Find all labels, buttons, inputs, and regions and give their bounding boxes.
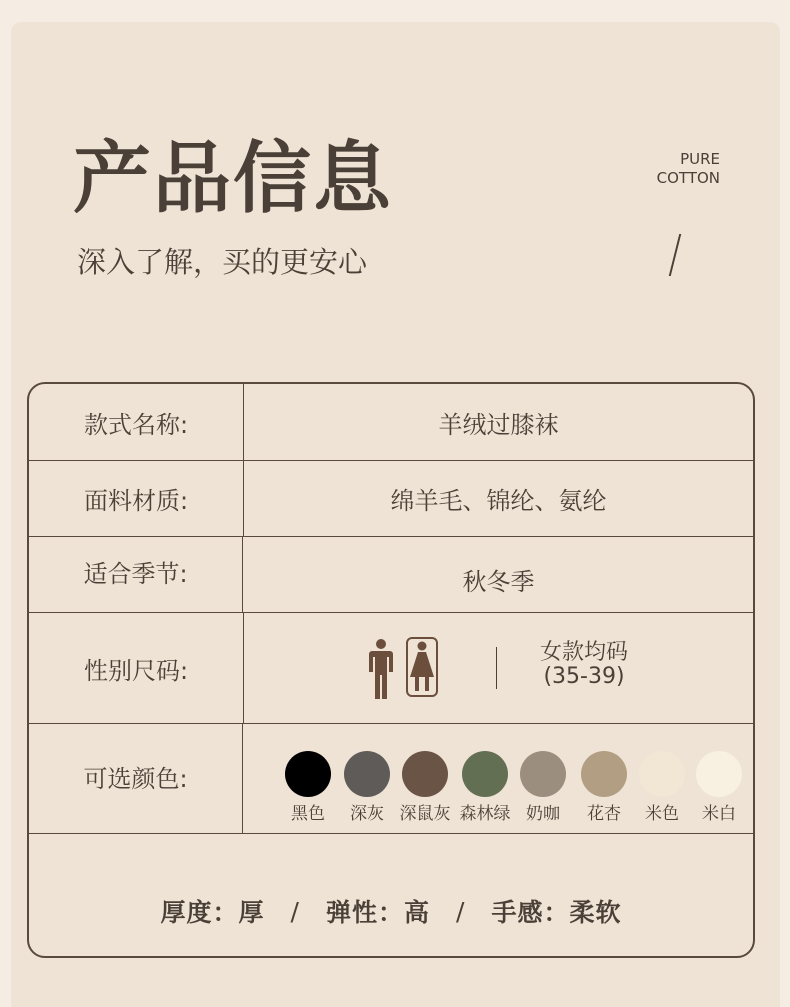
spec-value: 羊绒过膝袜 xyxy=(438,410,559,439)
spec-row-season xyxy=(29,537,753,613)
male-icon xyxy=(368,639,394,701)
color-dot xyxy=(696,751,742,797)
spec-value: 秋冬季 xyxy=(462,568,535,596)
spec-label: 适合季节: xyxy=(29,537,243,612)
color-name: 黑色 xyxy=(291,804,325,824)
spec-label: 款式名称: xyxy=(29,384,244,460)
property-item: 弹性：高 xyxy=(325,898,430,927)
color-name: 森林绿 xyxy=(459,804,511,824)
tag-line-1: PURE xyxy=(680,150,720,168)
color-name: 深灰 xyxy=(350,804,384,824)
color-swatch[interactable] xyxy=(512,751,574,824)
spec-label: 可选颜色: xyxy=(29,724,243,833)
property-separator: / xyxy=(456,896,466,926)
size-cell xyxy=(244,613,753,723)
color-dot xyxy=(581,751,627,797)
color-name: 米色 xyxy=(645,804,679,824)
color-dot xyxy=(285,751,331,797)
color-swatch[interactable] xyxy=(573,751,635,824)
color-name: 奶咖 xyxy=(526,804,560,824)
female-icon-frame xyxy=(406,637,438,697)
size-value-line-1: 女款均码 xyxy=(539,640,628,665)
spec-value: 绵羊毛、锦纶、氨纶 xyxy=(390,487,607,515)
size-value-line-2: (35-39) xyxy=(543,664,625,689)
color-dot xyxy=(520,751,566,797)
page-title: 产品信息 xyxy=(73,134,394,224)
pure-cotton-tag xyxy=(640,150,720,188)
color-swatch[interactable] xyxy=(454,751,516,824)
color-swatch[interactable] xyxy=(688,751,750,824)
property-separator: / xyxy=(290,896,300,926)
spec-row-colors xyxy=(29,724,753,834)
color-swatch[interactable] xyxy=(394,751,456,824)
page-subtitle: 深入了解，买的更安心 xyxy=(77,245,368,279)
spec-row-style xyxy=(29,384,753,461)
size-value xyxy=(514,641,654,689)
color-name: 花杏 xyxy=(587,804,621,824)
spec-table xyxy=(27,382,755,958)
color-dot xyxy=(402,751,448,797)
spec-label: 面料材质: xyxy=(29,461,244,536)
size-divider xyxy=(496,647,497,689)
property-item: 厚度：厚 xyxy=(160,898,265,927)
color-swatch[interactable] xyxy=(336,751,398,824)
color-dot xyxy=(344,751,390,797)
color-dot xyxy=(462,751,508,797)
spec-row-size xyxy=(29,613,753,724)
spec-label: 性别尺码: xyxy=(29,613,244,723)
tag-line-2: COTTON xyxy=(656,169,720,187)
property-item: 手感：柔软 xyxy=(491,898,622,927)
spec-row-material xyxy=(29,461,753,537)
female-icon xyxy=(409,641,435,693)
color-options xyxy=(244,724,753,833)
color-name: 米白 xyxy=(702,804,736,824)
color-swatch[interactable] xyxy=(631,751,693,824)
color-swatch[interactable] xyxy=(277,751,339,824)
property-summary xyxy=(29,864,753,958)
color-dot xyxy=(639,751,685,797)
color-name: 深鼠灰 xyxy=(399,804,451,824)
